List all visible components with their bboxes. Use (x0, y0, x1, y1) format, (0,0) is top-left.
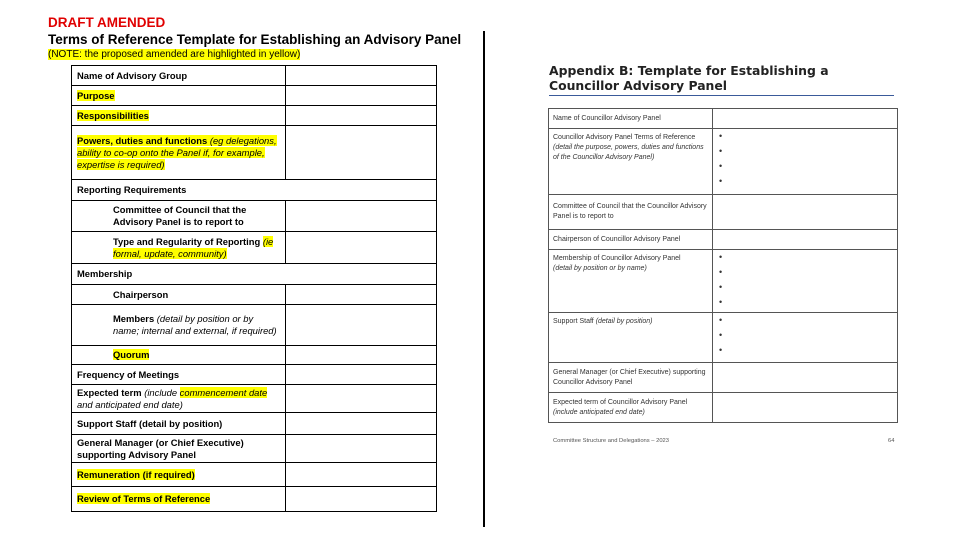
row-value-cell (285, 201, 436, 232)
row-label-support-staff: Support Staff (detail by position) (72, 413, 286, 435)
membership-italic-text: (detail by position or by name) (553, 265, 647, 272)
term-italic-a: (include (144, 386, 178, 398)
table-row (72, 365, 437, 385)
remuneration-text: Remuneration (if required) (77, 468, 195, 480)
appendix-value-cell (713, 230, 898, 250)
row-label-expected-term (72, 385, 286, 413)
table-row (72, 285, 437, 305)
quorum-text: Quorum (113, 349, 150, 360)
row-value-cell (285, 285, 436, 305)
bullet-list (717, 313, 893, 358)
appendix-label-support (549, 313, 713, 363)
powers-italic-text: (eg delegations, ability to co-op onto the Panel if, for example, expertise is required) (77, 134, 277, 170)
row-value-cell (285, 126, 436, 180)
table-row (549, 393, 898, 423)
type-italic-text: (ie formal, update, community) (113, 235, 274, 259)
appendix-title-line1: Appendix B: Template for Establishing a (549, 63, 829, 78)
appendix-value-cell (713, 250, 898, 313)
appendix-value-cell (713, 129, 898, 195)
table-row (72, 435, 437, 463)
review-text: Review of Terms of Reference (77, 493, 211, 504)
appendix-label-term (549, 393, 713, 423)
row-label-reporting: Reporting Requirements (72, 180, 437, 201)
bullet: • (719, 330, 723, 340)
responsibilities-text: Responsibilities (77, 109, 149, 121)
row-label-membership: Membership (72, 264, 437, 285)
row-label-quorum (72, 346, 286, 365)
table-row (72, 346, 437, 365)
tor-italic-text: (detail the purpose, powers, duties and functions of the Councillor Advisory Panel) (553, 144, 704, 161)
appendix-label-membership (549, 250, 713, 313)
row-value-cell (285, 435, 436, 463)
table-row (72, 180, 437, 201)
left-note-text: (NOTE: the proposed amended are highlighted in yellow) (48, 49, 301, 60)
members-bold-text: Members (113, 313, 155, 324)
row-label-members (72, 305, 286, 346)
left-header (48, 14, 461, 61)
row-value-cell (285, 487, 436, 512)
appendix-value-cell (713, 313, 898, 363)
table-row (549, 230, 898, 250)
bullet-list (717, 129, 893, 189)
table-row (72, 106, 437, 126)
row-value-cell (285, 463, 436, 487)
row-label-responsibilities (72, 106, 286, 126)
row-label-general-manager: General Manager (or Chief Executive) supporting Advisory Panel (72, 435, 286, 463)
row-value-cell (285, 66, 436, 86)
row-value-cell (285, 86, 436, 106)
type-bold-text: Type and Regularity of Reporting (113, 235, 261, 247)
title-underline (549, 95, 894, 96)
bullet: • (719, 146, 723, 156)
table-row (72, 232, 437, 264)
table-row (72, 201, 437, 232)
appendix-value-cell (713, 363, 898, 393)
table-row (72, 487, 437, 512)
term-text: Expected term of Councillor Advisory Panel (553, 398, 688, 406)
vertical-divider (483, 31, 485, 527)
footer-text: Committee Structure and Delegations – 2023 (553, 438, 670, 444)
term-italic-text: (include anticipated end date) (553, 408, 645, 416)
term-italic-highlight: commencement date (179, 386, 268, 398)
purpose-text: Purpose (77, 89, 115, 101)
left-terms-table (71, 65, 437, 512)
table-row (72, 385, 437, 413)
membership-text: Membership of Councillor Advisory Panel (553, 255, 681, 262)
table-row (72, 413, 437, 435)
table-row (549, 363, 898, 393)
appendix-label-terms (549, 129, 713, 195)
appendix-label-name: Name of Councillor Advisory Panel (549, 109, 713, 129)
appendix-label-gm: General Manager (or Chief Executive) supporting Councillor Advisory Panel (549, 363, 713, 393)
bullet: • (719, 315, 723, 325)
row-value-cell (285, 413, 436, 435)
row-label-remuneration (72, 463, 286, 487)
row-value-cell (285, 232, 436, 264)
table-row (72, 126, 437, 180)
table-row (72, 305, 437, 346)
powers-bold-text: Powers, duties and functions (77, 134, 208, 146)
bullet: • (719, 345, 723, 355)
bullet: • (719, 267, 723, 277)
row-label-purpose (72, 86, 286, 106)
table-row (72, 86, 437, 106)
table-row (549, 129, 898, 195)
appendix-value-cell (713, 393, 898, 423)
left-title: Terms of Reference Template for Establishing an Advisory Panel (48, 32, 462, 47)
row-label-name: Name of Advisory Group (72, 66, 286, 86)
row-value-cell (285, 385, 436, 413)
appendix-label-committee: Committee of Council that the Councillor Advisory Panel is to report to (549, 195, 713, 230)
bullet: • (719, 161, 723, 171)
left-note (48, 48, 461, 61)
appendix-value-cell (713, 195, 898, 230)
table-row (72, 463, 437, 487)
page-number: 64 (888, 438, 895, 444)
appendix-value-cell (713, 109, 898, 129)
table-row (72, 264, 437, 285)
row-label-powers (72, 126, 286, 180)
bullet-list (717, 250, 893, 310)
bullet: • (719, 252, 723, 262)
table-row (549, 195, 898, 230)
row-label-review (72, 487, 286, 512)
bullet: • (719, 131, 723, 141)
term-italic-b: and anticipated end date) (77, 398, 183, 410)
appendix-label-chair: Chairperson of Councillor Advisory Panel (549, 230, 713, 250)
table-row (72, 66, 437, 86)
appendix-title-line2: Councillor Advisory Panel (549, 78, 728, 93)
bullet: • (719, 282, 723, 292)
draft-label: DRAFT AMENDED (48, 15, 166, 30)
row-label-committee: Committee of Council that the Advisory Panel is to report to (72, 201, 286, 232)
term-bold-text: Expected term (77, 386, 142, 398)
row-label-chairperson: Chairperson (72, 285, 286, 305)
bullet: • (719, 297, 723, 307)
tor-text: Councillor Advisory Panel Terms of Reference (553, 134, 696, 141)
row-value-cell (285, 305, 436, 346)
table-row (549, 109, 898, 129)
row-value-cell (285, 106, 436, 126)
support-italic-text: (detail by position) (595, 318, 653, 325)
table-row (549, 313, 898, 363)
row-value-cell (285, 365, 436, 385)
appendix-title (549, 63, 894, 93)
appendix-template-table (548, 108, 898, 423)
row-label-frequency: Frequency of Meetings (72, 365, 286, 385)
row-value-cell (285, 346, 436, 365)
table-row (549, 250, 898, 313)
members-italic-text: (detail by position or by name; internal and external, if required) (113, 313, 277, 336)
support-text: Support Staff (553, 318, 594, 325)
row-label-reporting-type (72, 232, 286, 264)
bullet: • (719, 176, 723, 186)
